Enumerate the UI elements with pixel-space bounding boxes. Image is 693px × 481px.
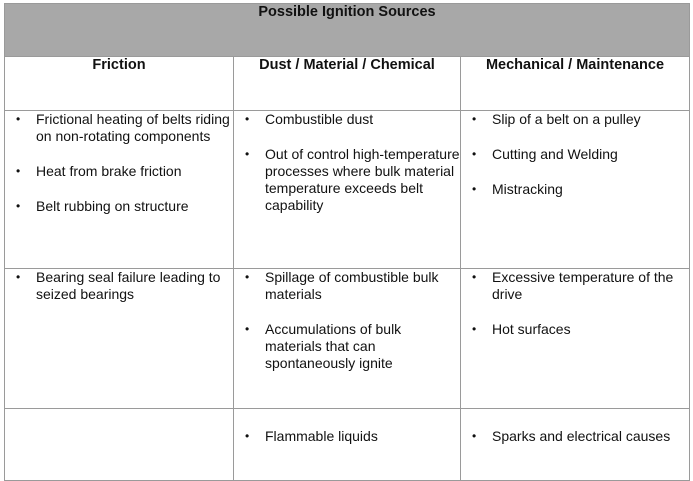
list-item (461, 269, 689, 303)
item-text: Belt rubbing on structure (36, 198, 189, 214)
bullet-icon: • (16, 199, 21, 213)
bullet-icon: • (245, 147, 250, 161)
mechanical-cell-row-3 (461, 409, 690, 481)
list-item (5, 198, 233, 215)
table-row (5, 269, 690, 409)
list-item (461, 146, 689, 163)
bullet-icon: • (472, 322, 477, 336)
bullet-icon: • (472, 182, 477, 196)
item-text: Combustible dust (265, 111, 374, 127)
ignition-sources-table-frame (4, 3, 689, 459)
item-text: Bearing seal failure leading to seized bearings (36, 269, 221, 302)
table-row (5, 409, 690, 481)
mechanical-cell-row-1 (461, 111, 690, 269)
item-text: Excessive temperature of the drive (492, 269, 674, 302)
item-text: Hot surfaces (492, 321, 571, 337)
list-item (5, 111, 233, 145)
item-text: Out of control high-temperature processes where bulk material temperature exceeds belt capability (265, 146, 460, 213)
list-item (234, 111, 460, 128)
bullet-icon: • (245, 429, 250, 443)
item-text: Sparks and electrical causes (492, 428, 671, 444)
item-text: Cutting and Welding (492, 146, 618, 162)
list-item (461, 428, 689, 445)
list-item (234, 146, 460, 214)
dust-cell-row-1 (234, 111, 461, 269)
bullet-icon: • (16, 270, 21, 284)
list-item (461, 181, 689, 198)
column-header-dust-material-chemical: Dust / Material / Chemical (234, 57, 461, 111)
list-item (461, 321, 689, 338)
friction-cell-row-2 (5, 269, 234, 409)
list-item (461, 111, 689, 128)
bullet-icon: • (472, 112, 477, 126)
bullet-icon: • (245, 270, 250, 284)
dust-cell-row-3 (234, 409, 461, 481)
friction-cell-row-1 (5, 111, 234, 269)
item-text: Heat from brake friction (36, 163, 182, 179)
item-text: Spillage of combustible bulk materials (265, 269, 439, 302)
item-text: Accumulations of bulk materials that can spontaneously ignite (265, 321, 402, 371)
item-text: Mistracking (492, 181, 563, 197)
list-item (5, 269, 233, 303)
table-title: Possible Ignition Sources (5, 4, 690, 57)
friction-cell-row-3 (5, 409, 234, 481)
bullet-icon: • (472, 147, 477, 161)
item-text: Flammable liquids (265, 428, 378, 444)
column-header-mechanical-maintenance: Mechanical / Maintenance (461, 57, 690, 111)
list-item (234, 269, 460, 303)
table-row (5, 111, 690, 269)
bullet-icon: • (472, 270, 477, 284)
list-item (234, 321, 460, 372)
ignition-sources-table (4, 3, 690, 481)
bullet-icon: • (16, 112, 21, 126)
bullet-icon: • (245, 322, 250, 336)
bullet-icon: • (245, 112, 250, 126)
mechanical-cell-row-2 (461, 269, 690, 409)
bullet-icon: • (472, 429, 477, 443)
list-item (234, 428, 460, 445)
dust-cell-row-2 (234, 269, 461, 409)
column-header-friction: Friction (5, 57, 234, 111)
item-text: Slip of a belt on a pulley (492, 111, 641, 127)
item-text: Frictional heating of belts riding on non-rotating components (36, 111, 230, 144)
list-item (5, 163, 233, 180)
bullet-icon: • (16, 164, 21, 178)
